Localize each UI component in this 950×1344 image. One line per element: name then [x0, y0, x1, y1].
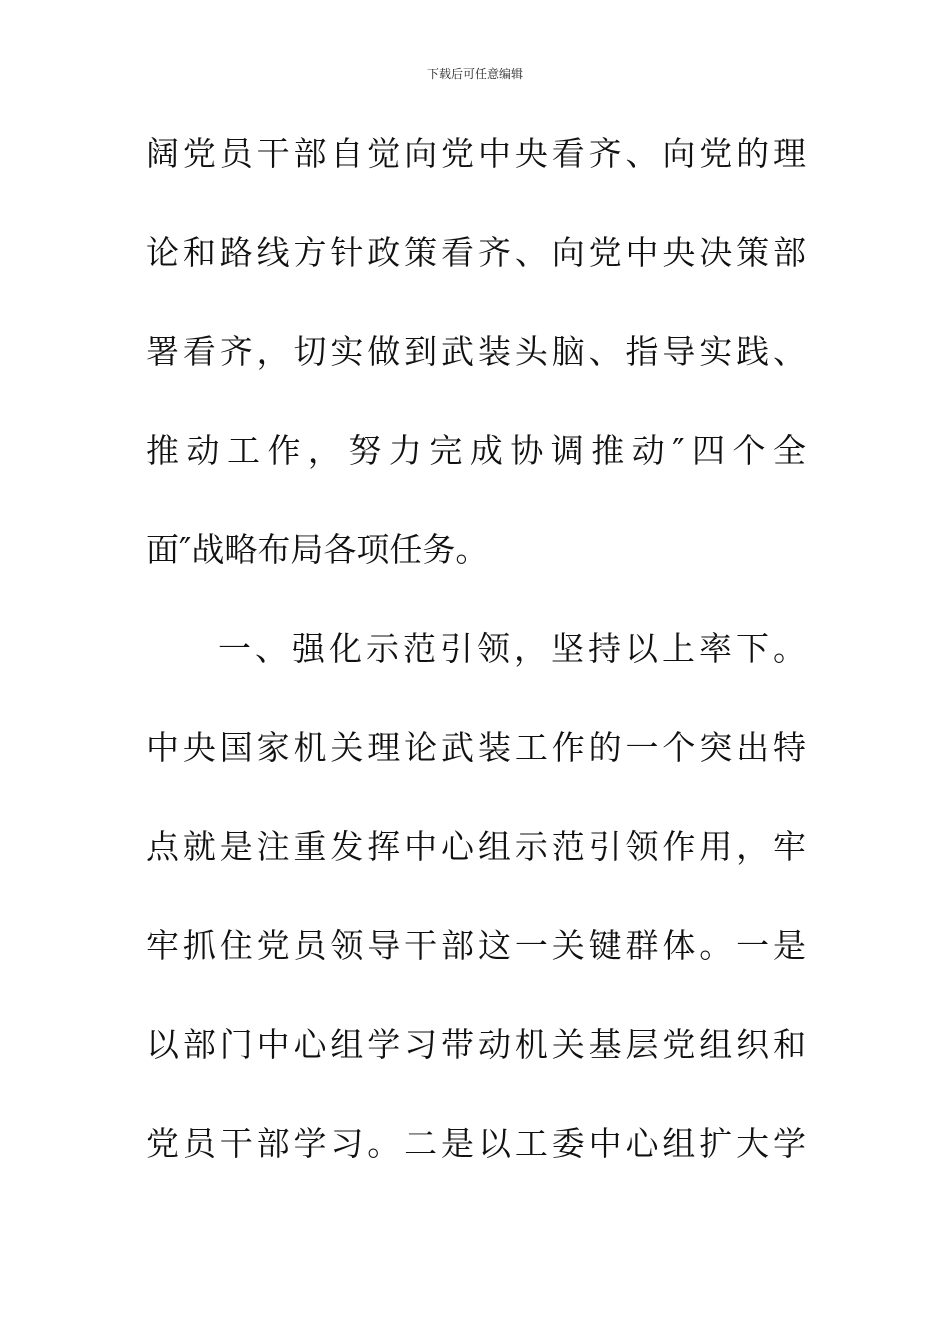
text-line: 阔党员干部自觉向党中央看齐、向党的理: [146, 134, 806, 173]
text-line: 牢抓住党员领导干部这一关键群体。一是: [146, 926, 806, 965]
text-line: 面″战略布局各项任务。: [146, 530, 489, 569]
text-line: 以部门中心组学习带动机关基层党组织和: [146, 1025, 806, 1064]
page-header-note: 下载后可任意编辑: [426, 67, 523, 81]
text-line: 点就是注重发挥中心组示范引领作用，牢: [146, 827, 806, 866]
text-line: 论和路线方针政策看齐、向党中央决策部: [146, 233, 806, 272]
text-line: 推动工作，努力完成协调推动″四个全: [146, 431, 806, 470]
text-line: 党员干部学习。二是以工委中心组扩大学: [146, 1124, 806, 1163]
text-line: 中央国家机关理论武装工作的一个突出特: [146, 728, 806, 767]
text-line: 署看齐，切实做到武装头脑、指导实践、: [146, 332, 806, 371]
section-heading-line: 一、强化示范引领，坚持以上率下。: [218, 629, 806, 668]
